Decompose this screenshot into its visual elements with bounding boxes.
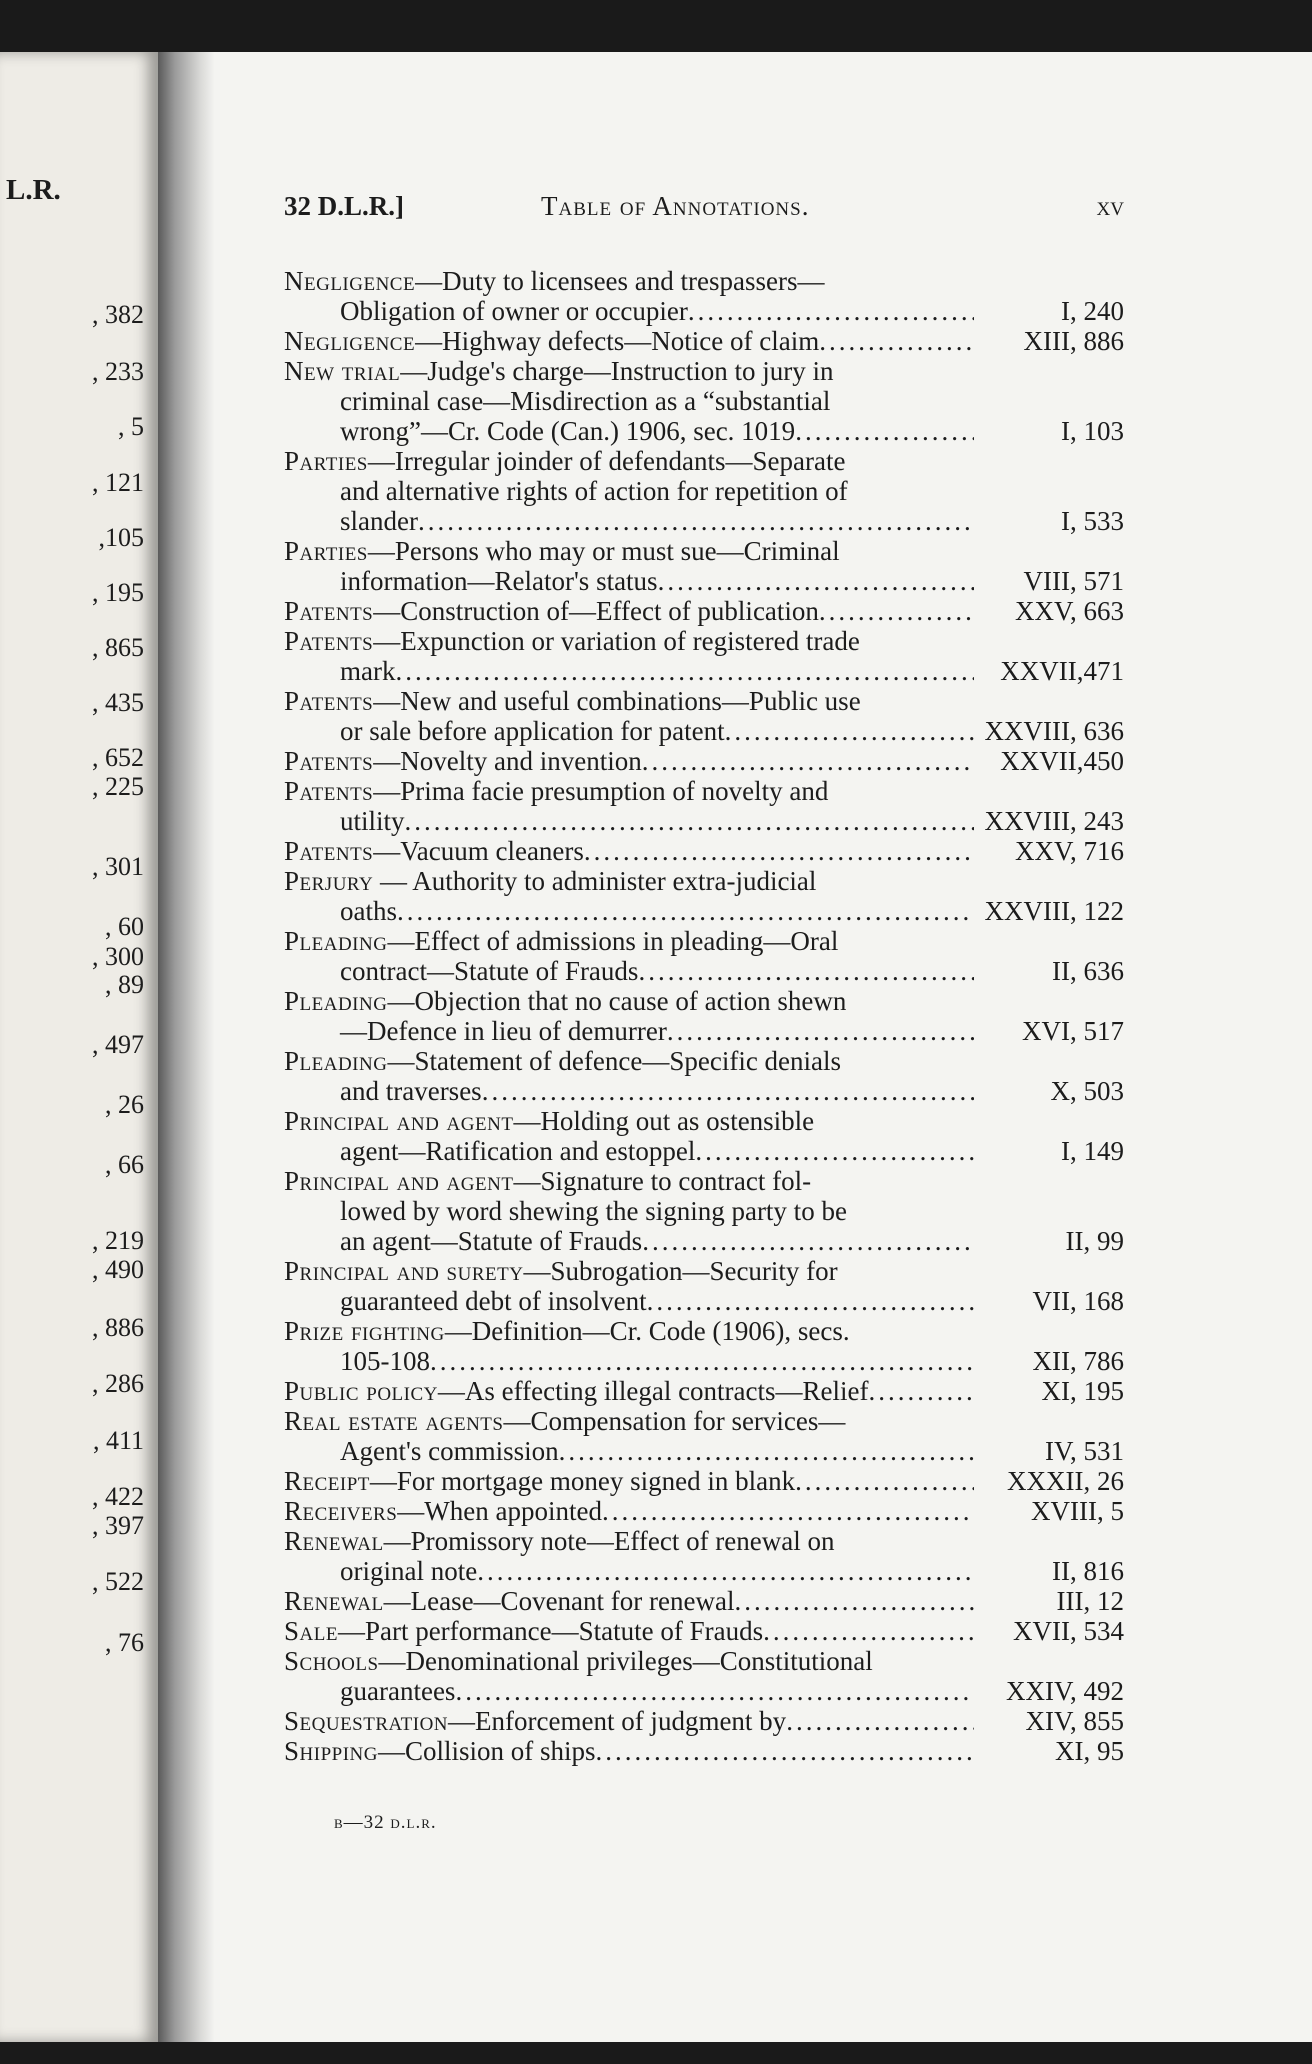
annotation-entry xyxy=(284,1586,1124,1616)
entry-text: —Promissory note—Effect of renewal on xyxy=(383,1526,835,1556)
entry-text: —Enforcement of judgment by xyxy=(448,1706,787,1736)
entry-text: — Authority to administer extra-judicial xyxy=(373,866,817,896)
entry-text: contract—Statute of Frauds xyxy=(340,956,639,986)
leader-dots xyxy=(596,1736,975,1766)
entry-line xyxy=(284,266,974,296)
left-page-number: , 195 xyxy=(92,578,144,607)
volume-page-reference: XVII, 534 xyxy=(1013,1616,1124,1646)
leader-dots xyxy=(642,746,974,776)
volume-page-reference: XI, 95 xyxy=(1055,1736,1124,1766)
entry-text: criminal case—Misdirection as a “substantial xyxy=(340,386,831,416)
entry-line xyxy=(284,326,974,356)
entry-line xyxy=(284,1076,974,1106)
entry-text: —Signature to contract fol- xyxy=(513,1166,812,1196)
entry-text: and traverses xyxy=(340,1076,482,1106)
annotation-entry xyxy=(284,1406,1124,1466)
entry-text: agent—Ratification and estoppel xyxy=(340,1136,696,1166)
leader-dots xyxy=(819,596,974,626)
annotation-entry xyxy=(284,1316,1124,1376)
entry-line xyxy=(284,686,974,716)
entry-line xyxy=(284,416,974,446)
entry-heading: New trial xyxy=(284,356,401,386)
entry-heading: Renewal xyxy=(284,1526,384,1556)
volume-page-reference: XXV, 663 xyxy=(1014,596,1124,626)
entry-heading: Patents xyxy=(284,836,374,866)
entry-text: —Vacuum cleaners xyxy=(373,836,584,866)
entry-text: or sale before application for patent xyxy=(340,716,725,746)
entry-line xyxy=(284,566,974,596)
annotation-entry xyxy=(284,836,1124,866)
annotation-entry xyxy=(284,1166,1124,1256)
entry-line xyxy=(284,1046,974,1076)
entry-line xyxy=(284,1346,974,1376)
volume-page-reference: XXVII,471 xyxy=(1000,656,1124,686)
entry-heading: Parties xyxy=(284,446,368,476)
entry-heading: Public policy xyxy=(284,1376,438,1406)
entry-line xyxy=(284,476,974,506)
entry-text: —Denominational privileges—Constitutional xyxy=(378,1646,873,1676)
volume-page-reference: III, 12 xyxy=(1056,1586,1124,1616)
entry-text: —Irregular joinder of defendants—Separate xyxy=(367,446,846,476)
entry-text: —Expunction or variation of registered trade xyxy=(373,626,860,656)
volume-page-reference: IV, 531 xyxy=(1044,1436,1124,1466)
leader-dots xyxy=(602,1496,974,1526)
entry-text: —Subrogation—Security for xyxy=(523,1256,838,1286)
volume-page-reference: XIV, 855 xyxy=(1025,1706,1124,1736)
entry-text: lowed by word shewing the signing party to be xyxy=(340,1196,847,1226)
volume-page-reference: XXVII,450 xyxy=(1000,746,1124,776)
entry-line xyxy=(284,1556,974,1586)
leader-dots xyxy=(725,716,974,746)
entry-line xyxy=(284,1256,974,1286)
volume-page-reference: XVI, 517 xyxy=(1022,1016,1124,1046)
entry-text: mark xyxy=(340,656,396,686)
entry-line xyxy=(284,956,974,986)
entry-text: —Persons who may or must sue—Criminal xyxy=(367,536,840,566)
entry-heading: Patents xyxy=(284,596,374,626)
entry-line xyxy=(284,296,974,326)
entry-line xyxy=(284,1016,974,1046)
entry-line xyxy=(284,866,974,896)
entry-heading: Patents xyxy=(284,776,374,806)
left-page-number: , 522 xyxy=(92,1567,144,1596)
entry-line xyxy=(284,386,974,416)
volume-page-reference: XXV, 716 xyxy=(1014,836,1124,866)
left-page-number: , 652 xyxy=(92,743,144,772)
entry-heading: Renewal xyxy=(284,1586,384,1616)
left-page-number: , 490 xyxy=(92,1255,144,1284)
entry-heading: Patents xyxy=(284,686,374,716)
volume-page-reference: XXVIII, 243 xyxy=(984,806,1124,836)
entry-heading: Sale xyxy=(284,1616,338,1646)
leader-dots xyxy=(405,806,974,836)
leader-dots xyxy=(638,956,974,986)
annotation-entry xyxy=(284,986,1124,1046)
leader-dots xyxy=(786,1706,974,1736)
entry-line xyxy=(284,1496,974,1526)
annotation-entry xyxy=(284,1616,1124,1646)
entry-line xyxy=(284,926,974,956)
entry-heading: Negligence xyxy=(284,266,416,296)
volume-page-reference: I, 149 xyxy=(1061,1136,1124,1166)
entry-text: oaths xyxy=(340,896,397,926)
annotation-entry xyxy=(284,746,1124,776)
entry-line xyxy=(284,1676,974,1706)
volume-page-reference: XIII, 886 xyxy=(1023,326,1124,356)
annotation-entry xyxy=(284,776,1124,836)
volume-page-reference: I, 103 xyxy=(1061,416,1124,446)
left-page-number: , 886 xyxy=(92,1313,144,1342)
entry-line xyxy=(284,1586,974,1616)
leader-dots xyxy=(734,1586,974,1616)
annotation-entry xyxy=(284,1106,1124,1166)
leader-dots xyxy=(418,506,974,536)
entry-text: —Construction of—Effect of publication xyxy=(373,596,819,626)
entry-text: —Collision of ships xyxy=(377,1736,596,1766)
left-page-number: , 219 xyxy=(92,1226,144,1255)
annotation-entry xyxy=(284,1466,1124,1496)
annotation-entry xyxy=(284,446,1124,536)
volume-page-reference: X, 503 xyxy=(1050,1076,1124,1106)
volume-page-reference: XXVIII, 122 xyxy=(984,896,1124,926)
leader-dots xyxy=(869,1376,975,1406)
page-title: Table of Annotations. xyxy=(541,191,810,221)
page-header xyxy=(284,191,1124,231)
entry-text: —Lease—Covenant for renewal xyxy=(383,1586,735,1616)
annotation-entry xyxy=(284,356,1124,446)
leader-dots xyxy=(482,1076,974,1106)
entry-line xyxy=(284,1646,974,1676)
entry-line xyxy=(284,506,974,536)
entry-line xyxy=(284,746,974,776)
annotation-entry xyxy=(284,326,1124,356)
entry-text: an agent—Statute of Frauds xyxy=(340,1226,643,1256)
page-number: xv xyxy=(1096,191,1124,221)
annotation-entry xyxy=(284,596,1124,626)
entry-line xyxy=(284,836,974,866)
entry-text: Agent's commission xyxy=(340,1436,559,1466)
annotation-entry xyxy=(284,1646,1124,1706)
entry-text: —When appointed xyxy=(397,1496,602,1526)
left-page-header: L.R. xyxy=(6,174,61,206)
leader-dots xyxy=(455,1676,974,1706)
entry-heading: Receivers xyxy=(284,1496,398,1526)
entry-text: —New and useful combinations—Public use xyxy=(373,686,861,716)
left-page-number: , 76 xyxy=(105,1628,144,1657)
volume-page-reference: XXXII, 26 xyxy=(1007,1466,1124,1496)
book-gutter xyxy=(158,52,214,2042)
entry-line xyxy=(284,1376,974,1406)
entry-text: original note xyxy=(340,1556,478,1586)
entry-line xyxy=(284,1196,974,1226)
entry-heading: Prize fighting xyxy=(284,1316,445,1346)
volume-page-reference: XVIII, 5 xyxy=(1031,1496,1124,1526)
entry-text: —Compensation for services— xyxy=(503,1406,846,1436)
left-page-number: , 66 xyxy=(105,1150,144,1179)
entry-line xyxy=(284,1736,974,1766)
entry-text: guaranteed debt of insolvent xyxy=(340,1286,647,1316)
entry-text: —For mortgage money signed in blank xyxy=(369,1466,796,1496)
entry-text: and alternative rights of action for repetition of xyxy=(340,476,848,506)
signature-mark: b—32 d.l.r. xyxy=(334,1812,437,1833)
left-page-number: , 233 xyxy=(92,357,144,386)
leader-dots xyxy=(795,1466,974,1496)
annotation-entry xyxy=(284,926,1124,986)
entry-line xyxy=(284,1136,974,1166)
annotation-entry xyxy=(284,1736,1124,1766)
entry-text: information—Relator's status xyxy=(340,566,658,596)
entry-text: —Objection that no cause of action shewn xyxy=(387,986,847,1016)
left-page-number: , 435 xyxy=(92,688,144,717)
leader-dots xyxy=(695,1136,974,1166)
entry-text: —Effect of admissions in pleading—Oral xyxy=(387,926,839,956)
volume-page-reference: XXIV, 492 xyxy=(1005,1676,1124,1706)
left-page-number: , 382 xyxy=(92,300,144,329)
annotation-entry xyxy=(284,1496,1124,1526)
left-page xyxy=(0,52,158,2042)
leader-dots xyxy=(819,326,974,356)
entry-heading: Principal and surety xyxy=(284,1256,524,1286)
volume-page-reference: XI, 195 xyxy=(1041,1376,1124,1406)
leader-dots xyxy=(642,1226,974,1256)
entry-heading: Principal and agent xyxy=(284,1106,514,1136)
entry-text: Obligation of owner or occupier xyxy=(340,296,688,326)
volume-page-reference: I, 240 xyxy=(1061,296,1124,326)
entry-line xyxy=(284,1466,974,1496)
entry-line xyxy=(284,1226,974,1256)
entry-text: utility xyxy=(340,806,405,836)
annotation-entry xyxy=(284,1046,1124,1106)
entry-text: wrong”—Cr. Code (Can.) 1906, sec. 1019 xyxy=(340,416,796,446)
entry-line xyxy=(284,776,974,806)
entry-text: —Judge's charge—Instruction to jury in xyxy=(400,356,834,386)
entry-line xyxy=(284,1166,974,1196)
left-page-number: , 497 xyxy=(92,1030,144,1059)
entry-line xyxy=(284,536,974,566)
entry-text: —Highway defects—Notice of claim xyxy=(415,326,820,356)
leader-dots xyxy=(658,566,974,596)
annotation-entry xyxy=(284,626,1124,686)
entry-line xyxy=(284,1286,974,1316)
left-page-number: , 225 xyxy=(92,772,144,801)
entry-line xyxy=(284,626,974,656)
leader-dots xyxy=(430,1346,974,1376)
annotation-entry xyxy=(284,1706,1124,1736)
left-page-number: , 89 xyxy=(105,970,144,999)
annotation-entry xyxy=(284,686,1124,746)
leader-dots xyxy=(584,836,974,866)
volume-page-reference: XII, 786 xyxy=(1032,1346,1124,1376)
entry-text: guarantees xyxy=(340,1676,456,1706)
leader-dots xyxy=(477,1556,974,1586)
entry-heading: Patents xyxy=(284,746,374,776)
annotation-entry xyxy=(284,1256,1124,1316)
left-page-number: , 301 xyxy=(92,852,144,881)
entry-text: —Duty to licensees and trespassers— xyxy=(415,266,825,296)
entry-heading: Negligence xyxy=(284,326,416,356)
entry-line xyxy=(284,656,974,686)
entry-heading: Shipping xyxy=(284,1736,378,1766)
left-page-number: ,105 xyxy=(98,523,144,552)
entry-heading: Parties xyxy=(284,536,368,566)
entry-line xyxy=(284,1436,974,1466)
entry-line xyxy=(284,806,974,836)
leader-dots xyxy=(688,296,974,326)
volume-page-reference: II, 99 xyxy=(1065,1226,1124,1256)
left-page-number: , 60 xyxy=(105,912,144,941)
volume-page-reference: II, 636 xyxy=(1052,956,1124,986)
leader-dots xyxy=(763,1616,974,1646)
entry-text: —Statement of defence—Specific denials xyxy=(387,1046,842,1076)
entry-heading: Pleading xyxy=(284,926,388,956)
annotation-list xyxy=(284,266,1124,1766)
entry-text: —Novelty and invention xyxy=(373,746,642,776)
volume-page-reference: I, 533 xyxy=(1061,506,1124,536)
left-page-number: , 397 xyxy=(92,1511,144,1540)
entry-heading: Patents xyxy=(284,626,374,656)
left-page-number: , 5 xyxy=(118,412,144,441)
entry-line xyxy=(284,1526,974,1556)
entry-line xyxy=(284,986,974,1016)
entry-text: —Holding out as ostensible xyxy=(513,1106,815,1136)
entry-line xyxy=(284,896,974,926)
entry-line xyxy=(284,716,974,746)
annotation-entry xyxy=(284,1376,1124,1406)
entry-text: —Prima facie presumption of novelty and xyxy=(373,776,829,806)
left-page-number: , 300 xyxy=(92,942,144,971)
left-page-number: , 121 xyxy=(92,468,144,497)
leader-dots xyxy=(395,656,974,686)
left-page-number: , 411 xyxy=(92,1426,144,1455)
annotation-entry xyxy=(284,1526,1124,1586)
entry-text: —Defence in lieu of demurrer xyxy=(340,1016,667,1046)
entry-text: 105-108 xyxy=(340,1346,430,1376)
entry-line xyxy=(284,1706,974,1736)
entry-text: —Part performance—Statute of Frauds xyxy=(337,1616,764,1646)
entry-line xyxy=(284,356,974,386)
leader-dots xyxy=(559,1436,974,1466)
entry-heading: Pleading xyxy=(284,1046,388,1076)
volume-page-reference: XXVIII, 636 xyxy=(984,716,1124,746)
left-page-number: , 286 xyxy=(92,1369,144,1398)
volume-label: 32 D.L.R.] xyxy=(284,191,404,221)
entry-heading: Pleading xyxy=(284,986,388,1016)
annotation-entry xyxy=(284,266,1124,326)
left-page-number: , 865 xyxy=(92,633,144,662)
annotation-entry xyxy=(284,536,1124,596)
left-page-number: , 422 xyxy=(92,1482,144,1511)
annotation-entry xyxy=(284,866,1124,926)
entry-line xyxy=(284,1406,974,1436)
entry-line xyxy=(284,1106,974,1136)
entry-heading: Real estate agents xyxy=(284,1406,504,1436)
entry-text: —Definition—Cr. Code (1906), secs. xyxy=(444,1316,850,1346)
entry-line xyxy=(284,446,974,476)
left-page-number: , 26 xyxy=(105,1090,144,1119)
entry-heading: Schools xyxy=(284,1646,379,1676)
entry-line xyxy=(284,1316,974,1346)
leader-dots xyxy=(795,416,974,446)
entry-heading: Receipt xyxy=(284,1466,370,1496)
entry-heading: Principal and agent xyxy=(284,1166,514,1196)
entry-text: slander xyxy=(340,506,418,536)
leader-dots xyxy=(647,1286,974,1316)
leader-dots xyxy=(397,896,974,926)
leader-dots xyxy=(667,1016,974,1046)
entry-heading: Sequestration xyxy=(284,1706,449,1736)
entry-text: —As effecting illegal contracts—Relief xyxy=(437,1376,869,1406)
volume-page-reference: VII, 168 xyxy=(1032,1286,1124,1316)
entry-line xyxy=(284,596,974,626)
entry-line xyxy=(284,1616,974,1646)
volume-page-reference: VIII, 571 xyxy=(1023,566,1124,596)
entry-heading: Perjury xyxy=(284,866,374,896)
volume-page-reference: II, 816 xyxy=(1052,1556,1124,1586)
